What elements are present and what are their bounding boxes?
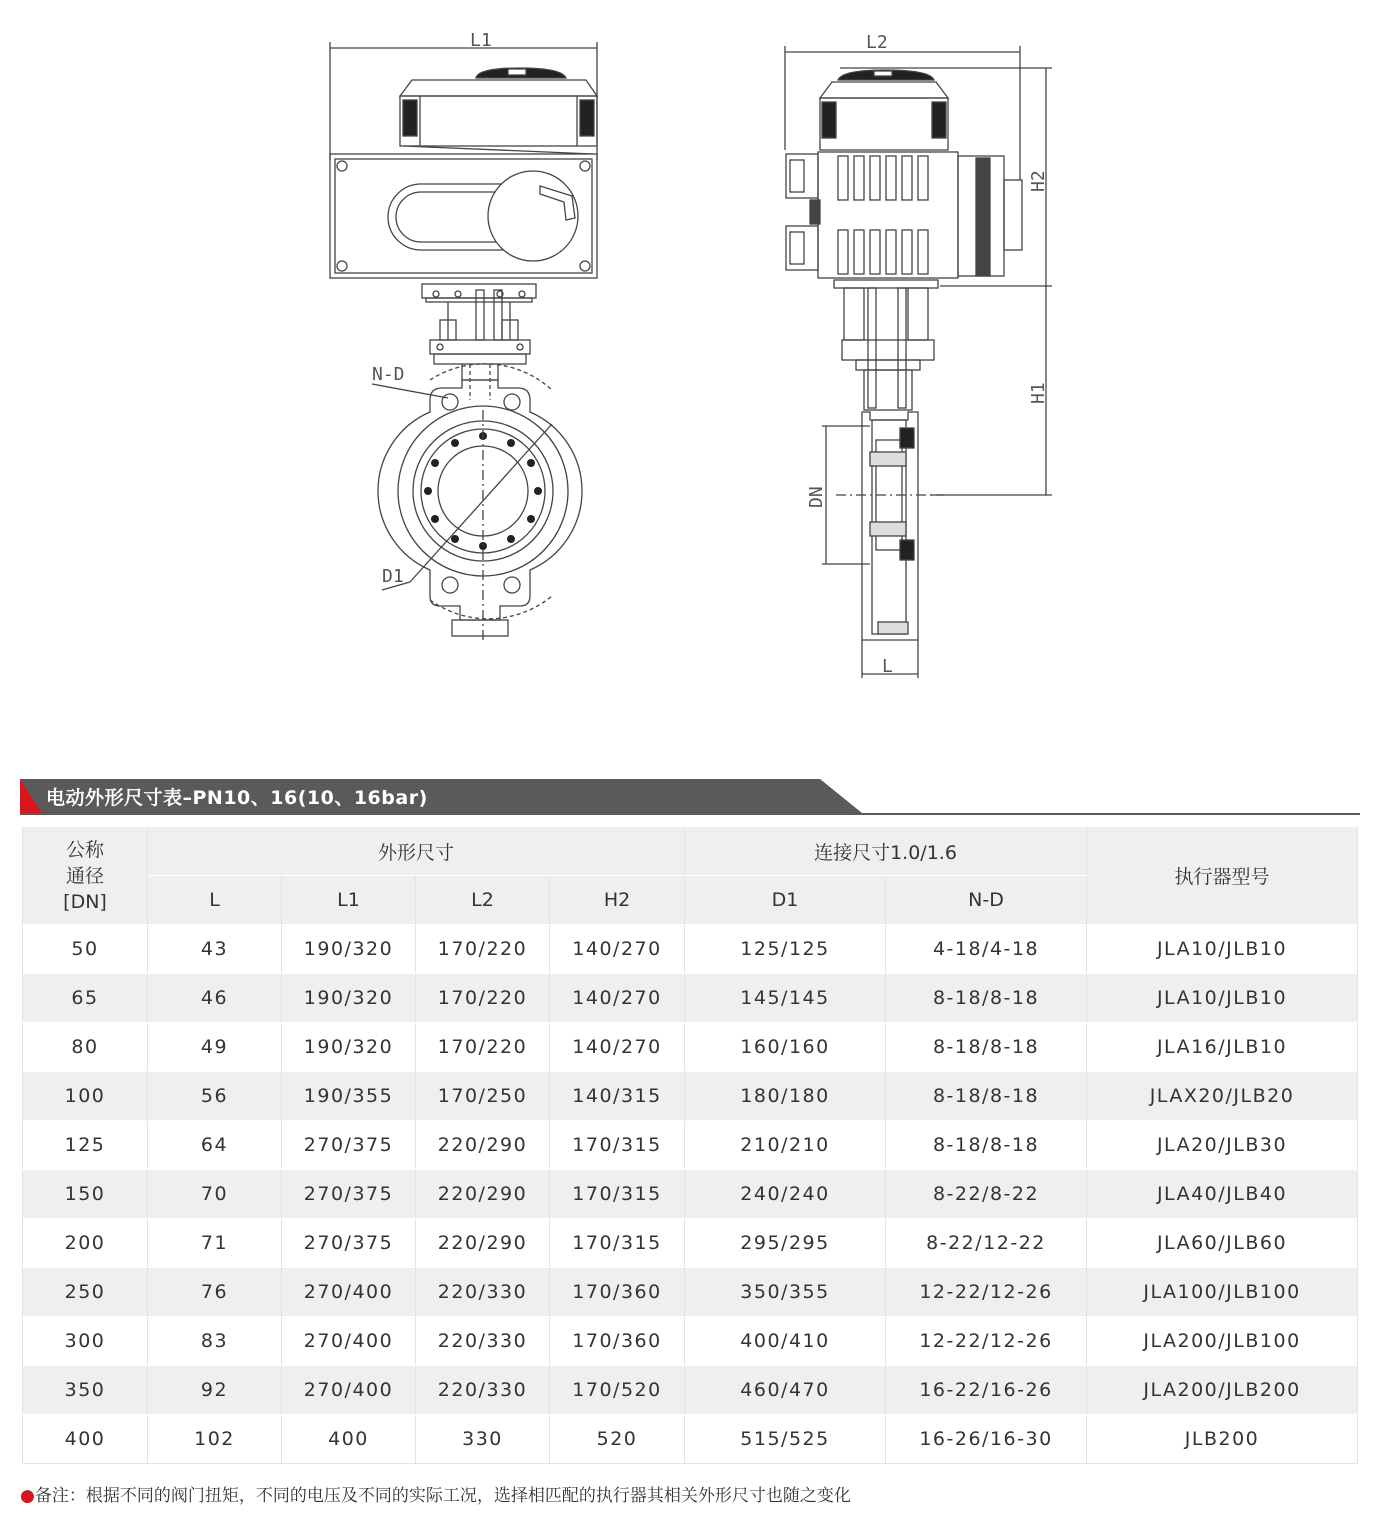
table-cell: 515/525 — [685, 1415, 886, 1464]
table-body — [23, 925, 1358, 1464]
table-cell: 270/375 — [282, 1170, 416, 1219]
dim-label-h2: H2 — [1028, 170, 1049, 192]
table-cell: 8-18/8-18 — [886, 974, 1087, 1023]
table-cell: 270/375 — [282, 1219, 416, 1268]
table-row — [23, 1415, 1358, 1464]
table-cell: 180/180 — [685, 1072, 886, 1121]
table-cell: 16-26/16-30 — [886, 1415, 1087, 1464]
table-cell: 170/220 — [416, 925, 550, 974]
dim-label-l: L — [882, 656, 893, 677]
table-cell: 520 — [550, 1415, 685, 1464]
table-cell: 170/360 — [550, 1268, 685, 1317]
table-cell: 102 — [148, 1415, 282, 1464]
table-cell: 400 — [23, 1415, 148, 1464]
table-cell: 170/250 — [416, 1072, 550, 1121]
table-cell: 46 — [148, 974, 282, 1023]
table-cell: 330 — [416, 1415, 550, 1464]
table-row — [23, 1268, 1358, 1317]
table-row — [23, 925, 1358, 974]
table-cell: 220/290 — [416, 1219, 550, 1268]
table-cell: 220/290 — [416, 1121, 550, 1170]
footnote-text: 备注：根据不同的阀门扭矩，不同的电压及不同的实际工况，选择相匹配的执行器其相关外形尺寸也随之变化 — [34, 1486, 851, 1506]
table-cell: 56 — [148, 1072, 282, 1121]
table-cell: 170/220 — [416, 1023, 550, 1072]
header-nominal-line2: 通径 — [65, 864, 104, 887]
header-h2: H2 — [550, 876, 685, 925]
bullet-icon: ● — [20, 1486, 35, 1506]
table-row — [23, 1072, 1358, 1121]
table-cell: 170/220 — [416, 974, 550, 1023]
table-cell: JLB200 — [1087, 1415, 1358, 1464]
table-cell: 92 — [148, 1366, 282, 1415]
dim-label-l1: L1 — [470, 30, 492, 51]
table-cell: 190/320 — [282, 974, 416, 1023]
table-cell: 270/375 — [282, 1121, 416, 1170]
table-cell: 83 — [148, 1317, 282, 1366]
table-cell: 125 — [23, 1121, 148, 1170]
table-cell: 100 — [23, 1072, 148, 1121]
table-cell: 270/400 — [282, 1317, 416, 1366]
header-actuator-model: 执行器型号 — [1087, 827, 1358, 925]
header-connection-dimensions: 连接尺寸1.0/1.6 — [685, 827, 1087, 876]
table-cell: 8-18/8-18 — [886, 1121, 1087, 1170]
dim-label-d1: D1 — [382, 566, 404, 587]
table-cell: 12-22/12-26 — [886, 1317, 1087, 1366]
dimension-table — [22, 826, 1358, 1464]
table-cell: 240/240 — [685, 1170, 886, 1219]
table-row — [23, 974, 1358, 1023]
table-row — [23, 1121, 1358, 1170]
table-cell: JLA200/JLB200 — [1087, 1366, 1358, 1415]
table-cell: 80 — [23, 1023, 148, 1072]
table-cell: 200 — [23, 1219, 148, 1268]
table-cell: 295/295 — [685, 1219, 886, 1268]
table-cell: 140/315 — [550, 1072, 685, 1121]
dim-label-dn: DN — [806, 486, 827, 508]
table-cell: 400/410 — [685, 1317, 886, 1366]
table-cell: 64 — [148, 1121, 282, 1170]
table-cell: 4-18/4-18 — [886, 925, 1087, 974]
table-cell: 140/270 — [550, 974, 685, 1023]
table-cell: 300 — [23, 1317, 148, 1366]
header-nominal-diameter — [23, 827, 148, 925]
table-cell: 43 — [148, 925, 282, 974]
table-row — [23, 1366, 1358, 1415]
footnote — [20, 1481, 851, 1506]
table-cell: 220/290 — [416, 1170, 550, 1219]
table-cell: JLA16/JLB10 — [1087, 1023, 1358, 1072]
table-cell: 170/520 — [550, 1366, 685, 1415]
dim-label-nd: N-D — [372, 364, 405, 385]
header-l1: L1 — [282, 876, 416, 925]
table-cell: 400 — [282, 1415, 416, 1464]
table-cell: 270/400 — [282, 1268, 416, 1317]
table-cell: 125/125 — [685, 925, 886, 974]
table-cell: 16-22/16-26 — [886, 1366, 1087, 1415]
table-cell: 170/315 — [550, 1170, 685, 1219]
table-cell: 350/355 — [685, 1268, 886, 1317]
table-cell: 8-18/8-18 — [886, 1072, 1087, 1121]
table-cell: 8-18/8-18 — [886, 1023, 1087, 1072]
table-cell: 65 — [23, 974, 148, 1023]
table-cell: 70 — [148, 1170, 282, 1219]
table-row — [23, 1023, 1358, 1072]
table-cell: 220/330 — [416, 1317, 550, 1366]
table-cell: 8-22/8-22 — [886, 1170, 1087, 1219]
table-cell: JLA40/JLB40 — [1087, 1170, 1358, 1219]
table-cell: JLA60/JLB60 — [1087, 1219, 1358, 1268]
table-cell: 150 — [23, 1170, 148, 1219]
section-title: 电动外形尺寸表–PN10、16(10、16bar) — [46, 787, 428, 809]
table-cell: 190/320 — [282, 1023, 416, 1072]
header-n-d: N-D — [886, 876, 1087, 925]
table-cell: 170/360 — [550, 1317, 685, 1366]
table-cell: 71 — [148, 1219, 282, 1268]
header-outline-dimensions: 外形尺寸 — [148, 827, 685, 876]
table-cell: 460/470 — [685, 1366, 886, 1415]
table-cell: 220/330 — [416, 1268, 550, 1317]
table-cell: 270/400 — [282, 1366, 416, 1415]
section-divider — [20, 813, 1360, 815]
header-l2: L2 — [416, 876, 550, 925]
table-cell: 220/330 — [416, 1366, 550, 1415]
table-cell: JLA200/JLB100 — [1087, 1317, 1358, 1366]
table-cell: 350 — [23, 1366, 148, 1415]
table-cell: 170/315 — [550, 1121, 685, 1170]
table-cell: JLA10/JLB10 — [1087, 925, 1358, 974]
table-cell: 12-22/12-26 — [886, 1268, 1087, 1317]
table-cell: 50 — [23, 925, 148, 974]
table-cell: 190/320 — [282, 925, 416, 974]
header-nominal-line3: [DN] — [63, 890, 107, 913]
table-cell: 8-22/12-22 — [886, 1219, 1087, 1268]
table-cell: 210/210 — [685, 1121, 886, 1170]
header-l: L — [148, 876, 282, 925]
table-cell: JLA10/JLB10 — [1087, 974, 1358, 1023]
table-cell: 250 — [23, 1268, 148, 1317]
dim-label-l2: L2 — [866, 32, 888, 53]
table-row — [23, 1170, 1358, 1219]
table-cell: 170/315 — [550, 1219, 685, 1268]
table-cell: 160/160 — [685, 1023, 886, 1072]
table-cell: 145/145 — [685, 974, 886, 1023]
section-header — [20, 779, 1360, 817]
table-cell: 190/355 — [282, 1072, 416, 1121]
table-cell: 49 — [148, 1023, 282, 1072]
table-cell: 76 — [148, 1268, 282, 1317]
dim-label-h1: H1 — [1028, 382, 1049, 404]
table-row — [23, 1219, 1358, 1268]
table-row — [23, 1317, 1358, 1366]
table-cell: 140/270 — [550, 1023, 685, 1072]
table-cell: JLA100/JLB100 — [1087, 1268, 1358, 1317]
table-cell: JLA20/JLB30 — [1087, 1121, 1358, 1170]
table-cell: JLAX20/JLB20 — [1087, 1072, 1358, 1121]
header-nominal-line1: 公称 — [65, 838, 104, 861]
table-cell: 140/270 — [550, 925, 685, 974]
header-d1: D1 — [685, 876, 886, 925]
